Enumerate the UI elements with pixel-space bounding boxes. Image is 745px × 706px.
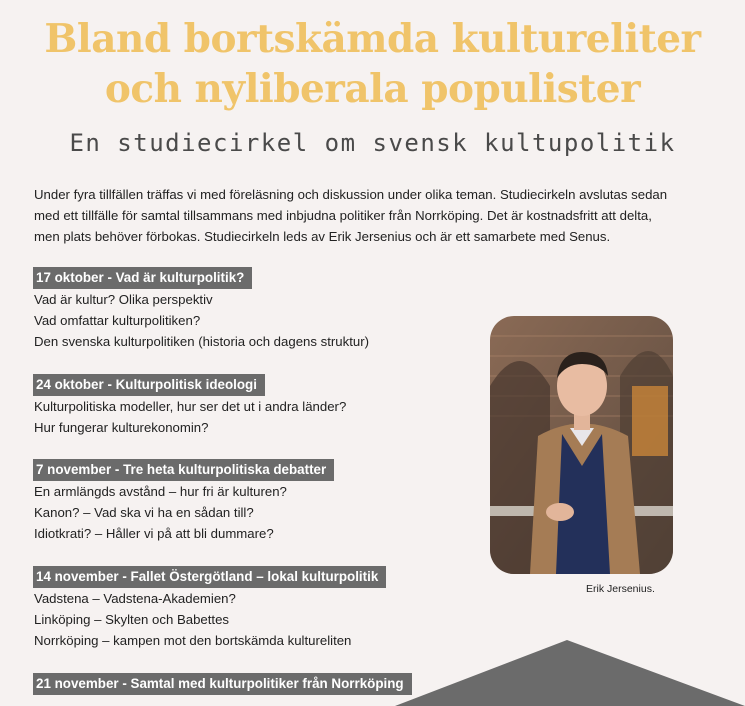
session-item: Linköping – Skylten och Babettes [34,612,230,627]
session-item: En armlängds avstånd – hur fri är kulturen? [34,484,287,499]
intro-line: Under fyra tillfällen träffas vi med föreläsning och diskussion under olika teman. Studiecirkeln avslutas sedan [34,187,668,202]
session-item: Kulturpolitiska modeller, hur ser det ut i andra länder? [34,399,347,414]
session-heading: 21 november - Samtal med kulturpolitiker från Norrköping [33,673,412,695]
session-item: Norrköping – kampen mot den bortskämda kultureliten [34,633,352,648]
session-item: Vad är kultur? Olika perspektiv [34,292,213,307]
session-item: Kanon? – Vad ska vi ha en sådan till? [34,505,254,520]
portrait-photo [490,316,673,574]
session-17-oktober [33,267,369,352]
session-24-oktober [33,374,346,438]
title-line-1: Bland bortskämda kultureliter [44,16,701,62]
session-heading: 14 november - Fallet Östergötland – lokal kulturpolitik [33,566,386,588]
intro-line: men plats behöver förbokas. Studiecirkeln leds av Erik Jersenius och är ett samarbete med Senus. [34,229,611,244]
session-item: Den svenska kulturpolitiken (historia och dagens struktur) [34,334,369,349]
photo-caption: Erik Jersenius. [586,583,655,595]
intro-paragraph [34,184,724,247]
title-line-2: och nyliberala populister [104,66,641,112]
session-heading: 24 oktober - Kulturpolitisk ideologi [33,374,265,396]
corner-triangle-decoration [395,640,745,706]
intro-line: med ett tillfälle för samtal tillsammans med inbjudna politiker från Norrköping. Det är kostnadsfritt att delta, [34,208,652,223]
session-item: Vadstena – Vadstena-Akademien? [34,591,236,606]
session-7-november [33,459,334,544]
portrait-illustration [490,316,673,574]
subtitle: En studiecirkel om svensk kultupolitik [69,129,676,157]
session-14-november [33,566,386,651]
session-item: Vad omfattar kulturpolitiken? [34,313,201,328]
session-item: Hur fungerar kulturekonomin? [34,420,209,435]
session-item: Idiotkrati? – Håller vi på att bli dummare? [34,526,274,541]
session-heading: 7 november - Tre heta kulturpolitiska debatter [33,459,334,481]
session-21-november [33,673,412,695]
session-heading: 17 oktober - Vad är kulturpolitik? [33,267,252,289]
